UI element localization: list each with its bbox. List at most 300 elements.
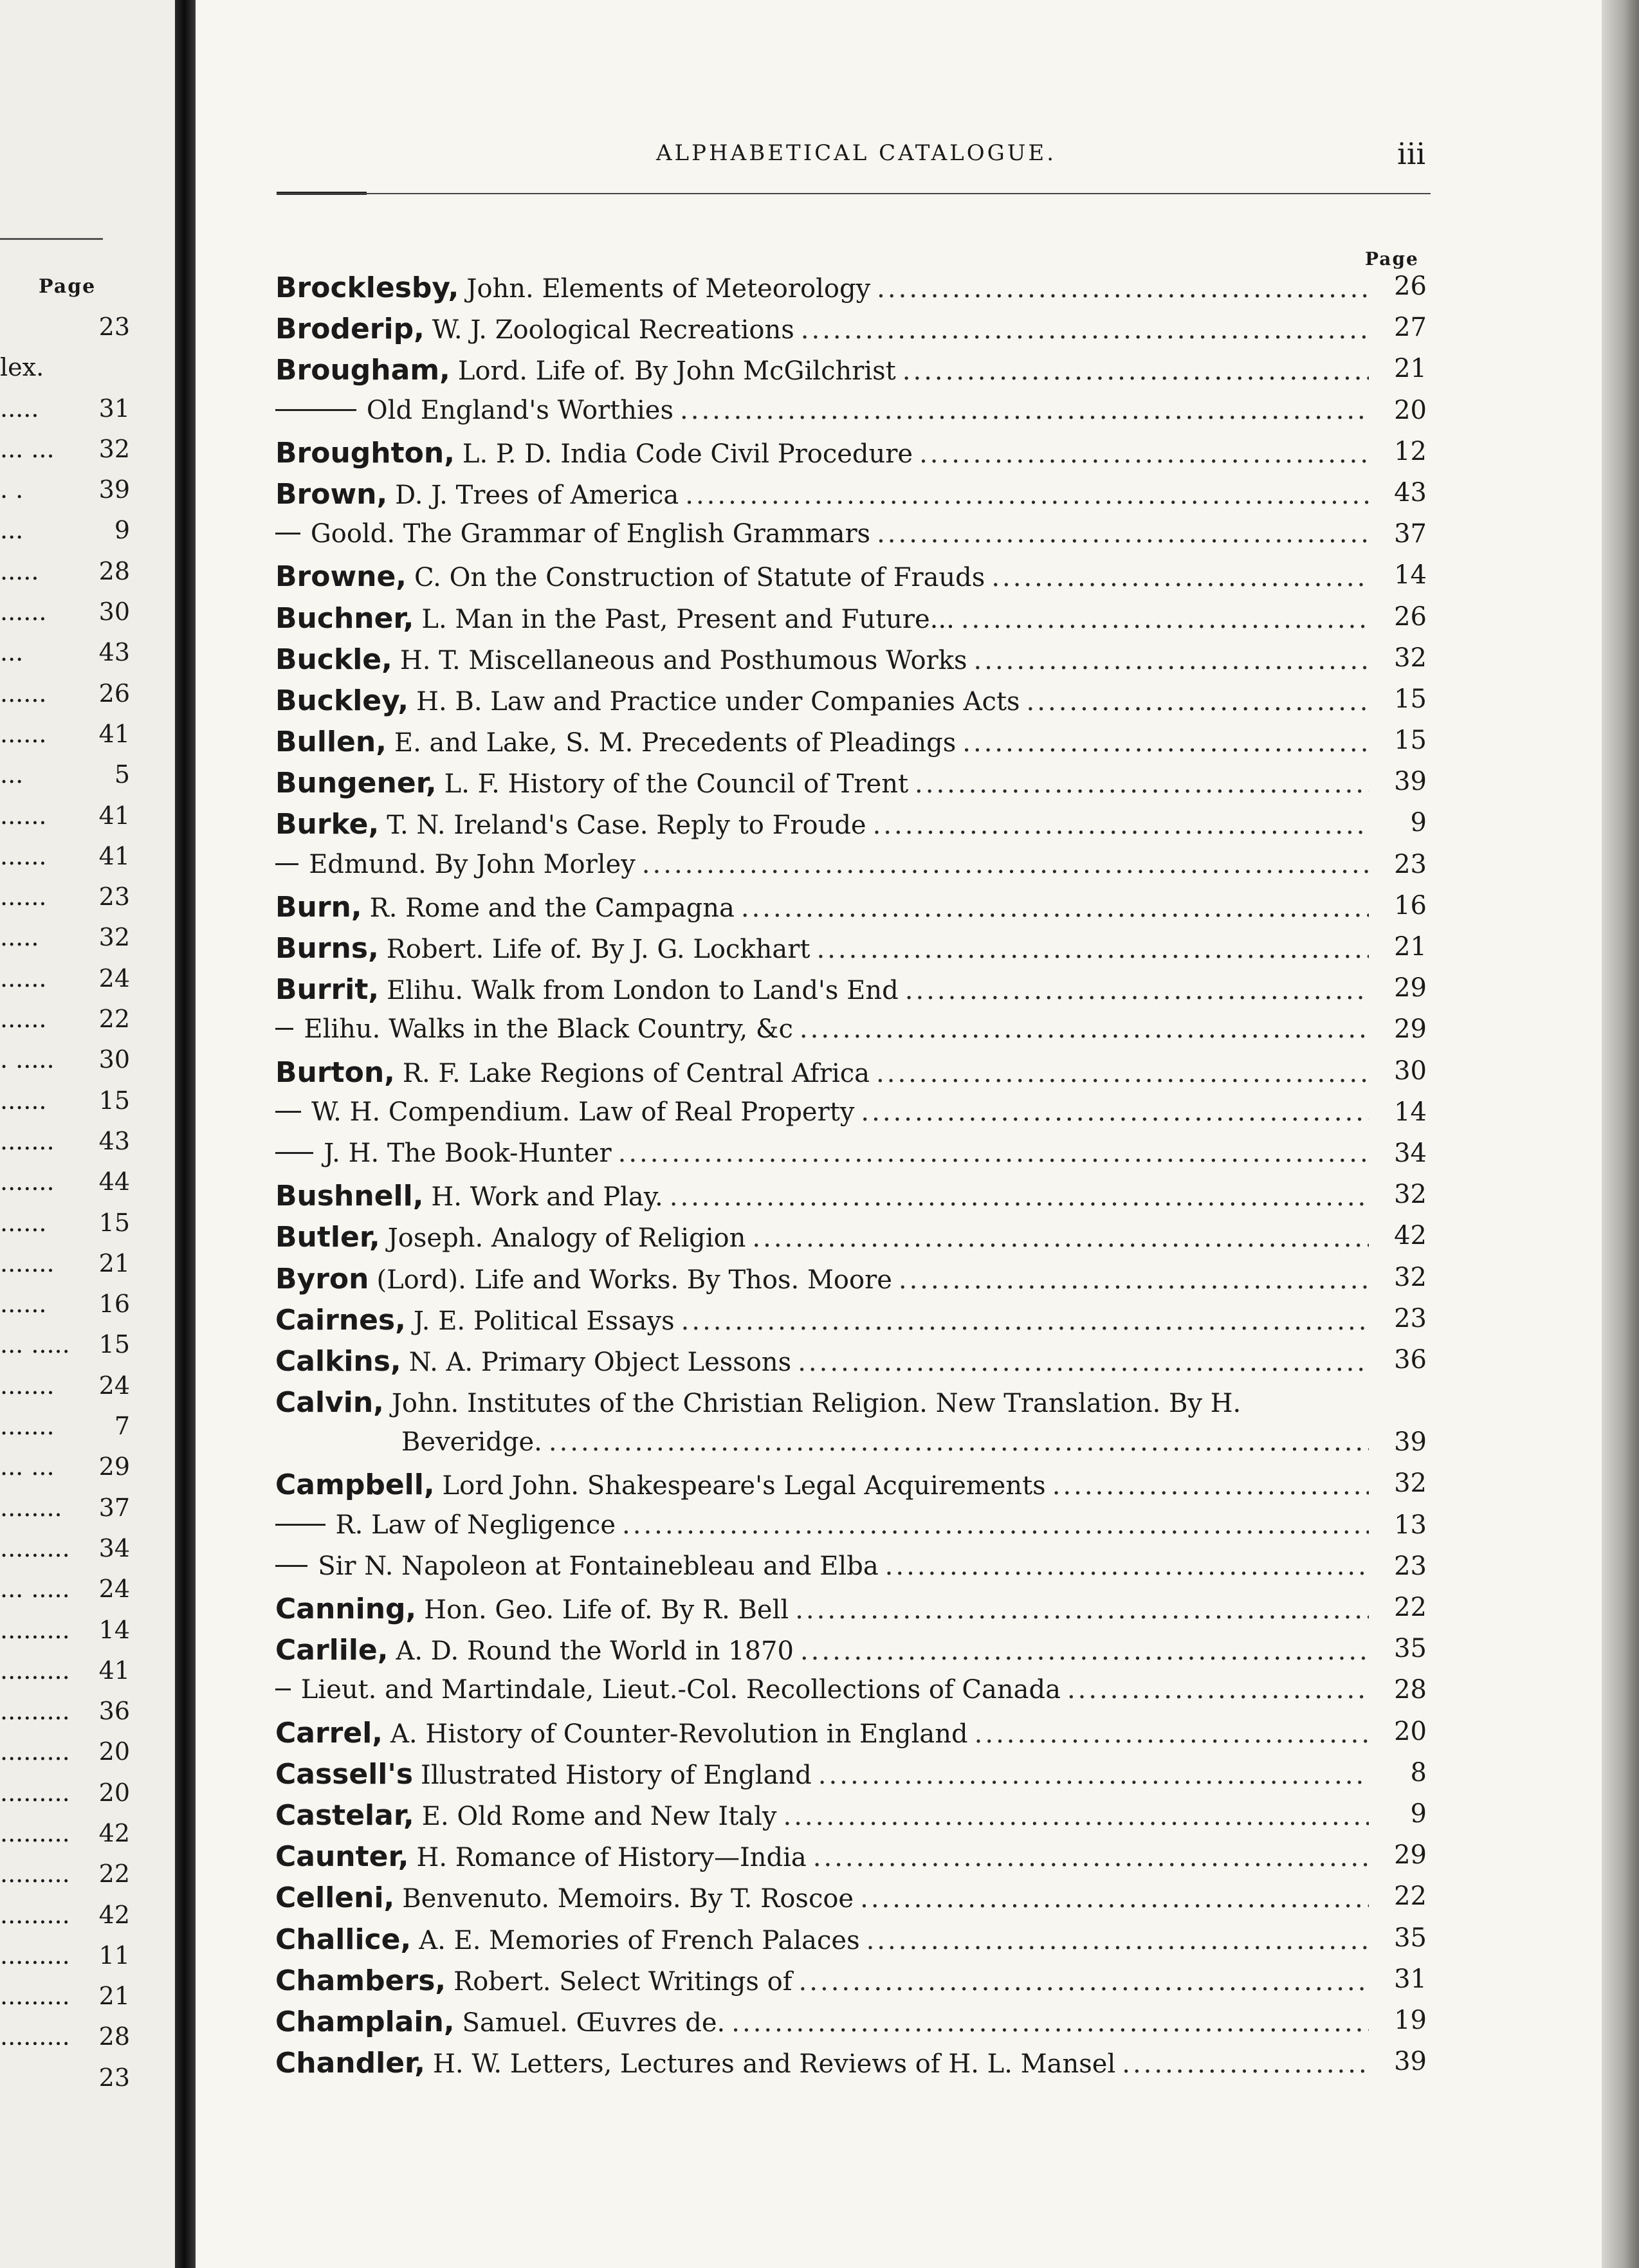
entry-page-number: 21 — [1394, 354, 1427, 384]
entry-page-number: 26 — [1394, 601, 1427, 632]
entry-page-number: 35 — [1394, 1923, 1427, 1953]
catalogue-entry — [275, 888, 1427, 929]
entry-description: Robert. Life of. By J. G. Lockhart — [386, 935, 810, 964]
dot-leader — [800, 1014, 1369, 1044]
left-page-row — [0, 2018, 169, 2059]
entry-description: Joseph. Analogy of Religion — [387, 1223, 746, 1254]
left-page-row — [0, 838, 169, 879]
entry-author-surname: Brougham, — [275, 354, 450, 387]
dot-leader — [618, 1139, 1369, 1168]
entry-description: J. H. The Book-Hunter — [324, 1138, 612, 1168]
left-page-row — [0, 1815, 169, 1856]
catalogue-entry — [275, 1797, 1427, 1838]
entry-page-number: 20 — [1394, 1716, 1427, 1746]
entry-description: John. Elements of Meteorology — [466, 274, 871, 304]
left-row-page-number: 42 — [98, 1900, 130, 1929]
entry-author-surname: Chandler, — [275, 2047, 425, 2080]
entry-description: (Lord). Life and Works. By Thos. Moore — [376, 1265, 892, 1295]
dot-leader — [800, 1636, 1369, 1666]
entry-page-number: 35 — [1394, 1634, 1427, 1664]
dot-leader — [795, 1595, 1369, 1625]
left-page-row — [0, 1733, 169, 1774]
entry-author-surname: Buckle, — [275, 643, 392, 676]
entry-author-surname: Cairnes, — [275, 1303, 406, 1337]
entry-description: Lord. Life of. By John McGilchrist — [457, 356, 896, 387]
left-row-text: ......... — [0, 1533, 70, 1562]
catalogue-entry — [275, 558, 1427, 599]
left-row-page-number: 28 — [98, 2022, 130, 2051]
entry-description: R. F. Lake Regions of Central Africa — [402, 1058, 870, 1088]
left-row-text: ...... — [0, 841, 47, 870]
catalogue-entry — [275, 682, 1427, 723]
dot-leader — [799, 1967, 1369, 1997]
catalogue-entry — [275, 805, 1427, 846]
running-head: ALPHABETICAL CATALOGUE. — [656, 140, 1057, 166]
catalogue-entry — [275, 1054, 1427, 1095]
catalogue-entry — [275, 1384, 1427, 1425]
entry-description: Samuel. Œuvres de. — [462, 2007, 726, 2038]
dot-leader — [681, 1306, 1369, 1336]
left-row-text: . ..... — [0, 1045, 55, 1074]
left-page-row — [0, 594, 169, 634]
dot-leader — [813, 1843, 1369, 1872]
entry-description: A. D. Round the World in 1870 — [396, 1636, 794, 1667]
left-page-row — [0, 1490, 169, 1530]
left-row-page-number: 22 — [98, 1005, 130, 1034]
entry-author-surname: Bullen, — [275, 726, 387, 759]
dot-leader — [818, 1760, 1369, 1790]
dot-leader — [1122, 2049, 1369, 2079]
left-row-text: ......... — [0, 1697, 70, 1726]
catalogue-entry — [275, 1342, 1427, 1384]
dot-leader — [798, 1348, 1369, 1377]
entry-page-number: 16 — [1394, 890, 1427, 920]
entry-author-surname: Castelar, — [275, 1798, 414, 1832]
entry-description: John. Institutes of the Christian Religion. New Translation. By H. — [391, 1389, 1241, 1419]
entry-page-number: 32 — [1394, 643, 1427, 673]
left-row-text: ........ — [0, 1493, 62, 1522]
left-row-text: ...... — [0, 1208, 47, 1237]
left-row-page-number: 23 — [98, 2063, 130, 2092]
entry-page-number: 26 — [1394, 271, 1427, 301]
entry-description: Sir N. Napoleon at Fontainebleau and Elba — [318, 1551, 879, 1581]
entry-page-number: 28 — [1394, 1675, 1427, 1705]
left-row-page-number: 24 — [98, 1575, 130, 1604]
left-row-page-number: 30 — [98, 1045, 130, 1074]
left-row-page-number: 15 — [98, 1086, 130, 1115]
left-page-row — [0, 1001, 169, 1041]
entry-page-number: 32 — [1394, 1262, 1427, 1292]
entry-author-surname: Butler, — [275, 1221, 380, 1254]
left-page-row — [0, 431, 169, 471]
catalogue-entry — [275, 971, 1427, 1012]
left-row-page-number: 42 — [98, 1818, 130, 1847]
dot-leader — [902, 356, 1369, 386]
left-page-row — [0, 675, 169, 716]
entry-author-surname: Buckley, — [275, 684, 409, 717]
entry-description: Elihu. Walk from London to Land's End — [387, 976, 899, 1006]
dot-leader — [752, 1223, 1369, 1253]
left-page-row — [0, 1449, 169, 1489]
entry-page-number: 21 — [1394, 932, 1427, 962]
entry-description: H. Work and Play. — [431, 1182, 663, 1212]
ditto-rule — [275, 863, 298, 865]
entry-description: Lieut. and Martindale, Lieut.-Col. Recollections of Canada — [300, 1675, 1061, 1705]
entry-author-surname: Burns, — [275, 932, 379, 965]
left-page-row — [0, 879, 169, 919]
entry-description: W. J. Zoological Recreations — [432, 315, 794, 345]
entry-description: L. Man in the Past, Present and Future... — [421, 604, 955, 634]
dot-leader — [622, 1510, 1369, 1540]
catalogue-entry — [275, 1590, 1427, 1631]
left-row-page-number: 32 — [98, 434, 130, 463]
entry-page-number: 31 — [1394, 1964, 1427, 1994]
left-row-text: ......... — [0, 1778, 70, 1807]
left-page-row — [0, 512, 169, 553]
left-page-row — [0, 756, 169, 797]
ditto-rule — [275, 409, 356, 411]
catalogue-entry — [275, 1466, 1427, 1507]
left-row-page-number: 32 — [98, 923, 130, 952]
entry-page-number: 14 — [1394, 1097, 1427, 1127]
catalogue-entry — [275, 847, 1427, 888]
entry-author-surname: Brocklesby, — [275, 271, 459, 304]
catalogue-entry — [275, 641, 1427, 682]
entry-page-number: 19 — [1394, 2005, 1427, 2035]
left-row-page-number: 39 — [98, 475, 130, 504]
entry-description: A. E. Memories of French Palaces — [419, 1925, 860, 1955]
dot-leader — [899, 1265, 1369, 1295]
entry-description: Goold. The Grammar of English Grammars — [310, 519, 871, 549]
catalogue-entry — [275, 1136, 1427, 1177]
dot-leader — [670, 1182, 1369, 1212]
entry-description: Robert. Select Writings of — [453, 1966, 792, 1997]
left-page-row — [0, 1083, 169, 1123]
left-row-page-number: 16 — [98, 1290, 130, 1319]
left-page-row — [0, 309, 169, 349]
entry-page-number: 29 — [1394, 1014, 1427, 1045]
entry-page-number: 9 — [1410, 808, 1427, 838]
left-row-text: ...... — [0, 801, 47, 830]
left-row-text: ......... — [0, 1941, 70, 1970]
left-row-page-number: 30 — [98, 598, 130, 626]
entry-author-surname: Byron — [275, 1262, 369, 1295]
left-row-page-number: 41 — [98, 841, 130, 870]
entry-author-surname: Browne, — [275, 560, 407, 594]
left-row-text: ......... — [0, 1656, 70, 1685]
page-folio: iii — [1397, 136, 1426, 171]
dot-leader — [877, 274, 1369, 304]
catalogue-entry — [275, 764, 1427, 805]
entry-author-surname: Caunter, — [275, 1840, 409, 1874]
catalogue-entry — [275, 2003, 1427, 2044]
left-page-row — [0, 919, 169, 960]
entry-author-surname: Bungener, — [275, 767, 437, 800]
left-row-text: ......... — [0, 1900, 70, 1929]
ditto-rule — [275, 1028, 293, 1030]
left-row-page-number: 5 — [114, 760, 130, 789]
left-row-text: ... — [0, 516, 24, 545]
entry-author-surname: Burn, — [275, 890, 362, 924]
entry-description: N. A. Primary Object Lessons — [408, 1347, 792, 1377]
left-page-row — [0, 1367, 169, 1408]
entry-page-number: 39 — [1394, 2047, 1427, 2077]
catalogue-entry — [275, 1177, 1427, 1218]
entry-page-number: 23 — [1394, 1551, 1427, 1581]
left-row-page-number: 15 — [98, 1208, 130, 1237]
dot-leader — [915, 769, 1369, 799]
entry-description: J. E. Political Essays — [413, 1306, 675, 1336]
left-page-row — [0, 349, 169, 390]
left-row-page-number: 44 — [98, 1167, 130, 1196]
dot-leader — [783, 1802, 1369, 1831]
entry-author-surname: Broughton, — [275, 436, 455, 470]
left-row-page-number: 41 — [98, 1656, 130, 1685]
ditto-rule — [275, 1111, 301, 1113]
dot-leader — [877, 519, 1369, 549]
entry-description: W. H. Compendium. Law of Real Property — [311, 1097, 855, 1127]
entry-author-surname: Calkins, — [275, 1344, 401, 1378]
entry-description: D. J. Trees of America — [395, 480, 679, 510]
left-row-text: lex. — [0, 353, 44, 382]
entry-author-surname: Buchner, — [275, 601, 414, 635]
left-row-page-number: 43 — [98, 638, 130, 667]
dot-leader — [685, 480, 1369, 510]
entry-page-number: 15 — [1394, 684, 1427, 714]
left-page-row — [0, 634, 169, 675]
entry-page-number: 27 — [1394, 313, 1427, 343]
entry-description: Old England's Worthies — [366, 395, 674, 425]
catalogue-entry — [275, 269, 1427, 310]
left-row-text: ...... — [0, 1290, 47, 1319]
left-row-text: ......... — [0, 1818, 70, 1847]
entry-author-surname: Burrit, — [275, 973, 380, 1007]
catalogue-entry — [275, 1095, 1427, 1136]
entry-author-surname: Celleni, — [275, 1881, 395, 1915]
entry-page-number: 39 — [1394, 767, 1427, 797]
left-page-row — [0, 716, 169, 756]
left-row-page-number: 23 — [98, 313, 130, 341]
catalogue-entry — [275, 2044, 1427, 2085]
catalogue-entry — [275, 1714, 1427, 1755]
left-row-text: ......... — [0, 1860, 70, 1888]
dot-leader — [873, 810, 1369, 840]
page-edge-shadow — [1602, 0, 1639, 2268]
entry-page-number: 42 — [1394, 1221, 1427, 1251]
left-row-text: ......... — [0, 1737, 70, 1766]
left-page-row — [0, 471, 169, 512]
catalogue-entry — [275, 517, 1427, 558]
ditto-rule — [275, 533, 300, 535]
catalogue-entry — [275, 1879, 1427, 1920]
left-row-text: ... ... — [0, 434, 55, 463]
left-row-text: ......... — [0, 2022, 70, 2051]
left-row-page-number: 26 — [98, 679, 130, 708]
left-row-page-number: 14 — [98, 1615, 130, 1644]
entry-author-surname: Cassell's — [275, 1757, 414, 1791]
left-row-text: ....... — [0, 1167, 55, 1196]
catalogue-entry — [275, 1755, 1427, 1797]
left-page-row — [0, 1897, 169, 1937]
left-page-row — [0, 1041, 169, 1082]
left-page-row — [0, 553, 169, 594]
catalogue-entry — [275, 1012, 1427, 1053]
dot-leader — [961, 605, 1369, 634]
left-row-text: ....... — [0, 1371, 55, 1400]
dot-leader — [1052, 1471, 1369, 1501]
entry-description: A. History of Counter-Revolution in England — [390, 1719, 968, 1749]
entry-page-number: 22 — [1394, 1881, 1427, 1912]
catalogue-entry — [275, 1508, 1427, 1549]
catalogue-entry — [275, 599, 1427, 641]
catalogue-entry — [275, 434, 1427, 475]
entry-description: Lord John. Shakespeare's Legal Acquirements — [442, 1471, 1046, 1501]
ditto-rule — [275, 1565, 307, 1567]
left-row-text: ...... — [0, 679, 47, 708]
left-page-fragment — [0, 0, 193, 2268]
ditto-rule — [275, 1152, 313, 1154]
entry-page-number: 23 — [1394, 1303, 1427, 1333]
left-page-row — [0, 1530, 169, 1571]
left-page-row — [0, 1937, 169, 1978]
entry-author-surname: Burton, — [275, 1056, 395, 1089]
entry-description: H. T. Miscellaneous and Posthumous Works — [399, 645, 967, 675]
left-row-text: ..... — [0, 556, 39, 585]
entry-page-number: 14 — [1394, 560, 1427, 590]
left-row-page-number: 15 — [98, 1330, 130, 1359]
entry-description: C. On the Construction of Statute of Frauds — [414, 563, 985, 593]
left-row-page-number: 36 — [98, 1697, 130, 1726]
catalogue-entry — [275, 351, 1427, 392]
entry-author-surname: Champlain, — [275, 2005, 455, 2038]
left-row-text: . . — [0, 475, 24, 504]
left-page-row — [0, 1652, 169, 1693]
entry-description: Illustrated History of England — [421, 1760, 812, 1790]
dot-leader — [1027, 687, 1369, 717]
entry-page-number: 29 — [1394, 1840, 1427, 1870]
entry-page-number: 32 — [1394, 1468, 1427, 1499]
left-row-page-number: 34 — [98, 1533, 130, 1562]
left-row-text: ......... — [0, 1615, 70, 1644]
entry-author-surname: Carrel, — [275, 1716, 383, 1750]
entry-description: H. W. Letters, Lectures and Reviews of H. L. Mansel — [433, 2049, 1116, 2080]
entry-page-number: 13 — [1394, 1510, 1427, 1540]
left-row-page-number: 24 — [98, 1371, 130, 1400]
left-row-text: ...... — [0, 883, 47, 911]
left-page-row — [0, 1693, 169, 1733]
entry-page-number: 29 — [1394, 973, 1427, 1003]
dot-leader — [905, 976, 1369, 1005]
left-row-page-number: 20 — [98, 1778, 130, 1807]
entry-page-number: 20 — [1394, 395, 1427, 425]
left-page-row — [0, 1123, 169, 1164]
left-page-row — [0, 1978, 169, 2018]
ditto-rule — [275, 1688, 291, 1690]
dot-leader — [642, 850, 1369, 879]
dot-leader — [801, 315, 1369, 345]
entry-description: R. Rome and the Campagna — [369, 893, 735, 923]
dot-leader — [962, 728, 1369, 758]
entry-description: L. F. History of the Council of Trent — [444, 769, 909, 800]
entry-page-number: 37 — [1394, 519, 1427, 549]
dot-leader — [975, 1719, 1369, 1749]
left-row-page-number: 24 — [98, 964, 130, 992]
left-row-page-number: 43 — [98, 1126, 130, 1155]
left-page-row — [0, 1326, 169, 1367]
left-page-row — [0, 1775, 169, 1815]
left-page-row — [0, 1612, 169, 1652]
entry-page-number: 43 — [1394, 477, 1427, 508]
dot-leader — [816, 935, 1369, 964]
left-page-row — [0, 960, 169, 1001]
entry-description: L. P. D. India Code Civil Procedure — [462, 439, 913, 469]
left-row-page-number: 37 — [98, 1493, 130, 1522]
left-row-page-number: 9 — [114, 516, 130, 545]
entry-author-surname: Burke, — [275, 808, 380, 841]
entry-description: Beveridge. — [401, 1427, 542, 1458]
left-row-text: ....... — [0, 1126, 55, 1155]
left-head-rule — [0, 238, 103, 240]
left-row-page-number: 28 — [98, 556, 130, 585]
left-row-text: ...... — [0, 964, 47, 992]
dot-leader — [731, 2008, 1369, 2038]
entry-page-number: 30 — [1394, 1056, 1427, 1086]
dot-leader — [1067, 1675, 1369, 1705]
left-row-text: ....... — [0, 1412, 55, 1441]
entry-author-surname: Campbell, — [275, 1468, 435, 1502]
left-page-row — [0, 1408, 169, 1449]
page-column-label: Page — [1365, 248, 1419, 270]
left-row-page-number: 22 — [98, 1860, 130, 1888]
left-row-page-number: 20 — [98, 1737, 130, 1766]
ditto-rule — [275, 1524, 325, 1526]
dot-leader — [974, 646, 1369, 675]
entry-author-surname: Bushnell, — [275, 1180, 424, 1213]
left-row-page-number: 41 — [98, 719, 130, 748]
entry-description: E. and Lake, S. M. Precedents of Pleadings — [394, 728, 957, 758]
catalogue-entry — [275, 1218, 1427, 1259]
entry-page-number: 12 — [1394, 436, 1427, 466]
left-page-row — [0, 798, 169, 838]
left-row-page-number: 7 — [114, 1412, 130, 1441]
left-row-text: ...... — [0, 1086, 47, 1115]
left-row-text: ... — [0, 638, 24, 667]
left-row-text: ...... — [0, 1005, 47, 1034]
entry-page-number: 22 — [1394, 1593, 1427, 1622]
left-row-page-number: 41 — [98, 801, 130, 830]
left-row-text: ...... — [0, 719, 47, 748]
catalogue-entry — [275, 475, 1427, 517]
entry-author-surname: Brown, — [275, 477, 388, 511]
left-row-text: ... ..... — [0, 1330, 70, 1359]
catalogue-entry — [275, 1260, 1427, 1301]
left-row-text: ... ..... — [0, 1575, 70, 1604]
entry-author-surname: Challice, — [275, 1923, 412, 1956]
left-page-column-label: Page — [39, 275, 96, 298]
entry-description: E. Old Rome and New Italy — [421, 1801, 777, 1831]
dot-leader — [741, 893, 1369, 923]
entry-page-number: 39 — [1394, 1427, 1427, 1458]
left-page-row — [0, 390, 169, 431]
left-row-text: ..... — [0, 394, 39, 423]
left-row-text: ....... — [0, 1248, 55, 1277]
head-rule — [277, 193, 1431, 194]
left-page-row — [0, 1245, 169, 1286]
book-gutter — [175, 0, 196, 2268]
entry-page-number: 8 — [1410, 1757, 1427, 1788]
catalogue-entry — [275, 1672, 1427, 1714]
entry-page-number: 32 — [1394, 1180, 1427, 1210]
